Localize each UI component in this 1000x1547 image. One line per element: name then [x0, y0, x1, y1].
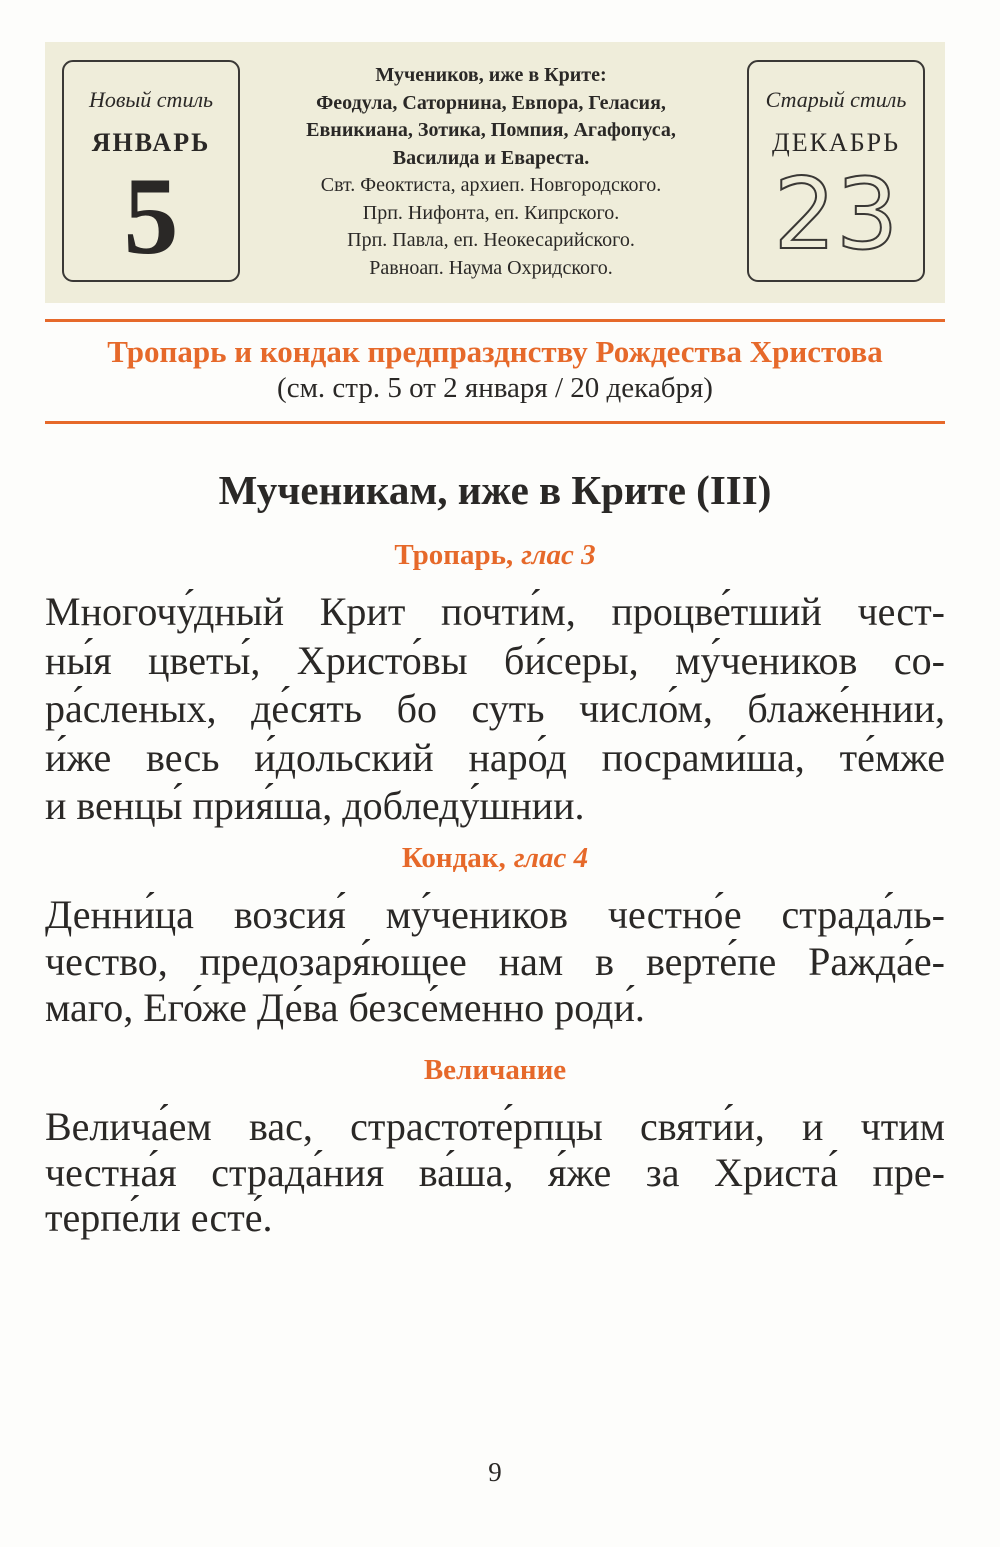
old-style-day: 23 [773, 158, 899, 272]
reference-title: Тропарь и кондак предпразднству Рождества Христова [107, 334, 883, 369]
new-style-day: 5 [123, 155, 179, 277]
troparion-line: и венцы́ прия́ша, добледу́шнии. [45, 783, 585, 828]
troparion-text [45, 588, 945, 831]
troparion-line: и́же весь и́дольский наро́д посрами́ша, те́мже [45, 734, 945, 780]
commemoration-line: Прп. Нифонта, еп. Кипрского. [362, 201, 620, 224]
new-style-label: Новый стиль [88, 87, 214, 112]
kontakion-line: маго, Его́же Де́ва безсе́менно роди́. [45, 985, 645, 1030]
divider-bottom [45, 421, 945, 424]
kontakion-heading [45, 840, 945, 876]
magnification-line: Велича́ем вас, страстоте́рпцы святи́и, и чтим [45, 1104, 945, 1149]
reference-note: (см. стр. 5 от 2 января / 20 декабря) [277, 372, 713, 404]
old-style-month: ДЕКАБРЬ [771, 128, 901, 157]
troparion-line: ра́сленых, де́сять бо суть число́м, блаже́ннии, [45, 686, 945, 731]
kontakion-line: Денни́ца возсия́ му́чеников честно́е страда́ль- [45, 892, 945, 937]
kontakion-heading-label: Кондак, [401, 842, 506, 874]
commemoration-line: Прп. Павла, еп. Неокесарийского. [347, 229, 635, 251]
commemoration-line: Василида и Евареста. [392, 146, 590, 169]
old-style-date-box [747, 60, 925, 282]
troparion-line: Многочу́дный Крит почти́м, процве́тший чест- [45, 589, 945, 634]
magnification-line: терпе́ли есте́. [45, 1195, 273, 1240]
commemoration-line: Равноап. Наума Охридского. [369, 256, 613, 279]
divider-top [45, 319, 945, 322]
commemoration-line: Евникиана, Зотика, Помпия, Агафопуса, [306, 119, 676, 141]
kontakion-text [45, 892, 945, 1032]
page-number: 9 [488, 1457, 502, 1487]
commemoration-line: Мучеников, иже в Крите: [375, 64, 607, 86]
troparion-heading [45, 537, 945, 573]
troparion-line: ны́я цветы́, Христо́вы би́серы, му́чеников со- [45, 637, 945, 683]
calendar-header [45, 42, 945, 303]
new-style-date-box [62, 60, 240, 282]
troparion-tone: глас 3 [521, 539, 596, 571]
kontakion-tone: глас 4 [513, 842, 589, 874]
new-style-month: ЯНВАРЬ [91, 128, 211, 157]
troparion-heading-label: Тропарь, [394, 539, 514, 571]
commemorations-list [251, 62, 731, 282]
commemoration-line: Свт. Феоктиста, архиеп. Новгородского. [320, 174, 662, 196]
kontakion-line: чество, предозаря́ющее нам в верте́пе Ражда́е- [45, 938, 945, 984]
magnification-heading: Величание [423, 1054, 567, 1086]
page-title: Мученикам, иже в Крите (III) [218, 467, 772, 513]
old-style-label: Старый стиль [765, 87, 907, 112]
commemoration-line: Феодула, Саторнина, Евпора, Геласия, [316, 91, 666, 114]
magnification-text [45, 1104, 945, 1241]
magnification-line: честна́я страда́ния ва́ша, я́же за Христа́ пре- [45, 1149, 945, 1195]
